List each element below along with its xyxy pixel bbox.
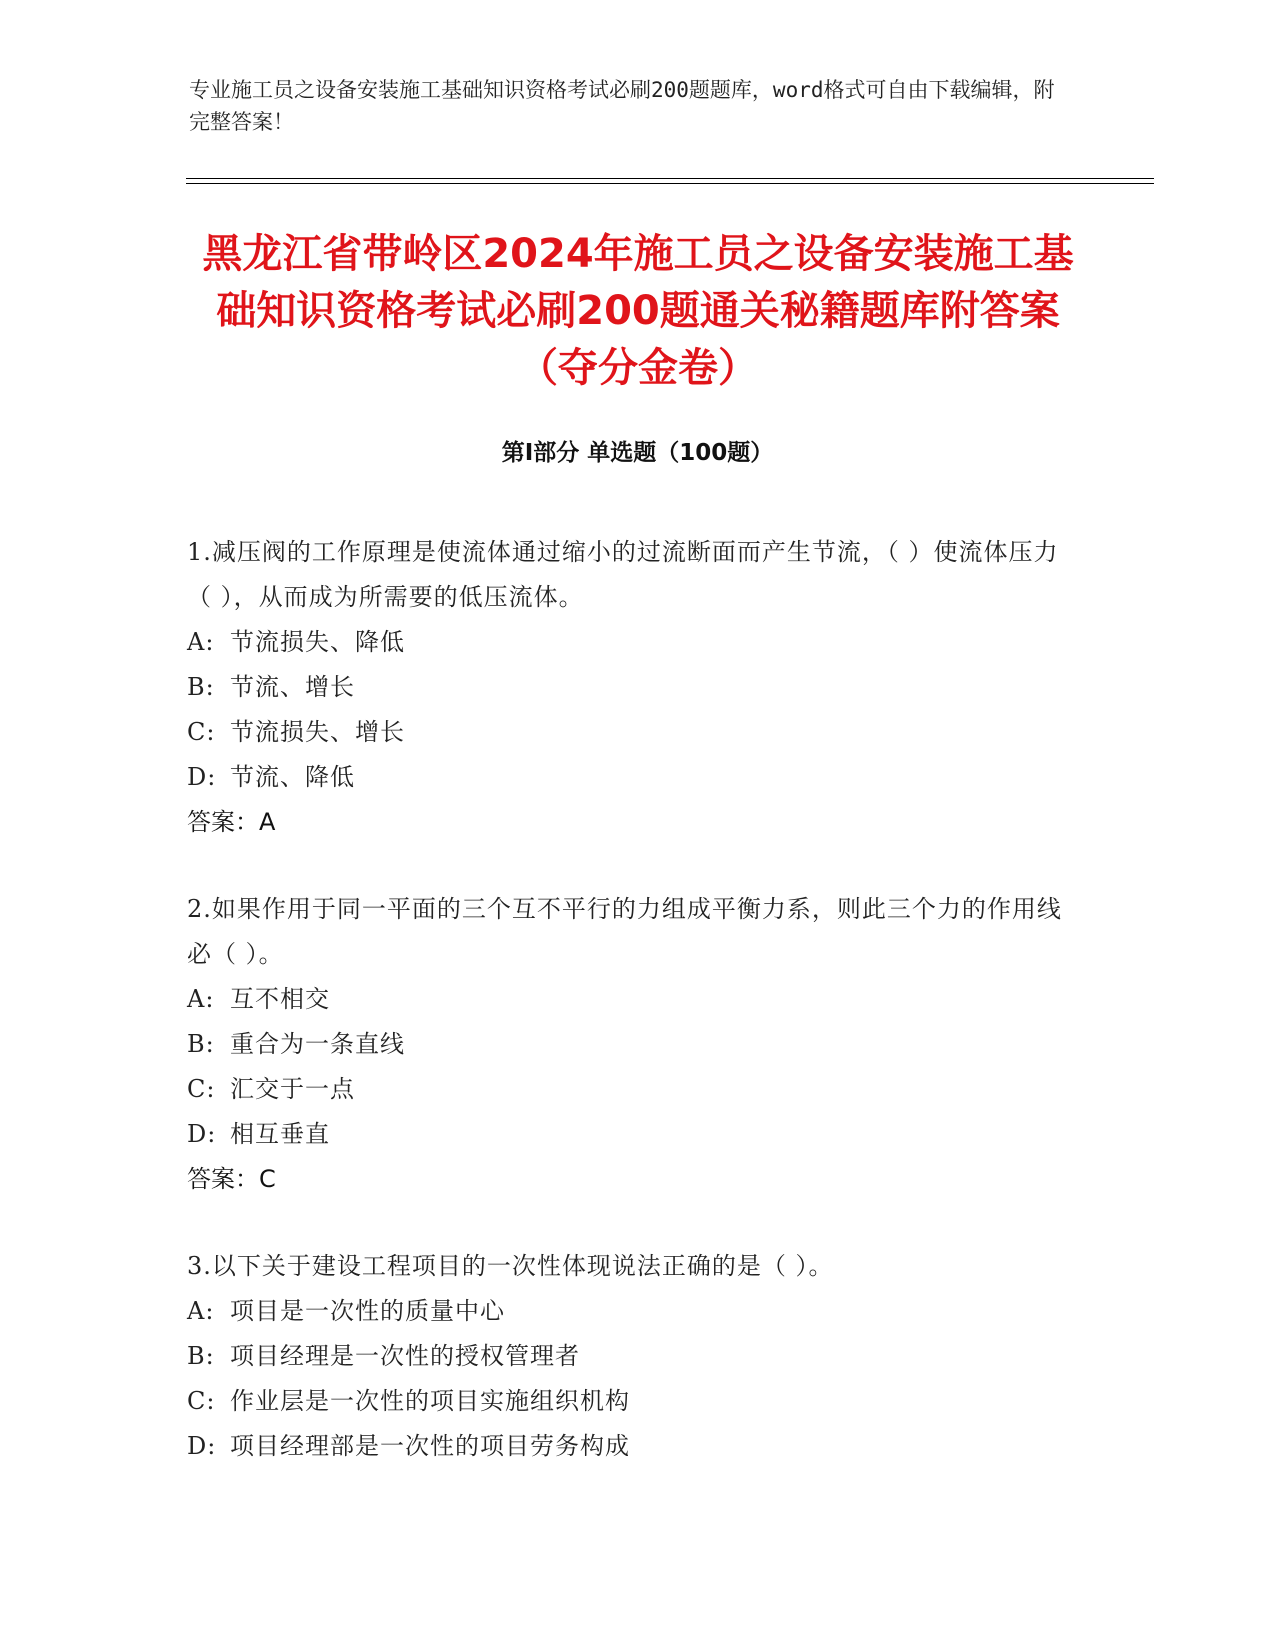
option-c xyxy=(187,1067,1067,1112)
option-text: 节流、增长 xyxy=(230,673,355,701)
option-text: 项目经理部是一次性的项目劳务构成 xyxy=(230,1432,630,1460)
option-letter: C: xyxy=(187,718,216,746)
option-letter: D: xyxy=(187,1432,217,1460)
option-text: 节流损失、降低 xyxy=(230,628,405,656)
question-stem: 2.如果作用于同一平面的三个互不平行的力组成平衡力系，则此三个力的作用线必（ ）。 xyxy=(187,895,1062,968)
question-stem: 3.以下关于建设工程项目的一次性体现说法正确的是（ ）。 xyxy=(187,1252,834,1280)
option-letter: A: xyxy=(187,628,215,656)
option-b xyxy=(187,1334,1067,1379)
option-a xyxy=(187,977,1067,1022)
option-b xyxy=(187,1022,1067,1067)
option-letter: D: xyxy=(187,1120,217,1148)
option-letter: A: xyxy=(187,985,215,1013)
option-d xyxy=(187,755,1067,800)
option-b xyxy=(187,665,1067,710)
option-letter: B: xyxy=(187,1342,215,1370)
option-text: 汇交于一点 xyxy=(230,1075,355,1103)
answer-line xyxy=(187,800,1067,845)
option-d xyxy=(187,1112,1067,1157)
option-c xyxy=(187,710,1067,755)
question-item xyxy=(187,530,1067,845)
option-a xyxy=(187,1289,1067,1334)
option-letter: A: xyxy=(187,1297,215,1325)
option-letter: C: xyxy=(187,1387,216,1415)
option-text: 重合为一条直线 xyxy=(230,1030,405,1058)
option-text: 项目经理是一次性的授权管理者 xyxy=(230,1342,580,1370)
answer-line xyxy=(187,1157,1067,1202)
answer-label: 答案： xyxy=(187,808,259,836)
option-letter: B: xyxy=(187,673,215,701)
document-title: 黑龙江省带岭区2024年施工员之设备安装施工基础知识资格考试必刷200题通关秘籍题库附答案（夺分金卷） xyxy=(202,231,1074,391)
answer-label: 答案： xyxy=(187,1165,259,1193)
option-letter: D: xyxy=(187,763,217,791)
header-divider-bottom xyxy=(186,183,1154,184)
answer-value: C xyxy=(259,1165,276,1193)
option-text: 互不相交 xyxy=(230,985,330,1013)
option-c xyxy=(187,1379,1067,1424)
answer-value: A xyxy=(259,808,276,836)
option-a xyxy=(187,620,1067,665)
option-text: 节流、降低 xyxy=(230,763,355,791)
header-note: 专业施工员之设备安装施工基础知识资格考试必刷200题题库，word格式可自由下载编辑，附完整答案！ xyxy=(189,78,1055,134)
header-divider-top xyxy=(186,178,1154,179)
question-list xyxy=(187,530,1067,1511)
part-heading: 第I部分 单选题（100题） xyxy=(501,440,774,466)
option-text: 作业层是一次性的项目实施组织机构 xyxy=(230,1387,630,1415)
option-letter: C: xyxy=(187,1075,216,1103)
option-text: 相互垂直 xyxy=(230,1120,330,1148)
option-text: 项目是一次性的质量中心 xyxy=(230,1297,505,1325)
question-item xyxy=(187,1244,1067,1469)
option-letter: B: xyxy=(187,1030,215,1058)
question-item xyxy=(187,887,1067,1202)
option-text: 节流损失、增长 xyxy=(230,718,405,746)
question-stem: 1.减压阀的工作原理是使流体通过缩小的过流断面而产生节流，（ ）使流体压力（ ），从而成为所需要的低压流体。 xyxy=(187,538,1059,611)
option-d xyxy=(187,1424,1067,1469)
